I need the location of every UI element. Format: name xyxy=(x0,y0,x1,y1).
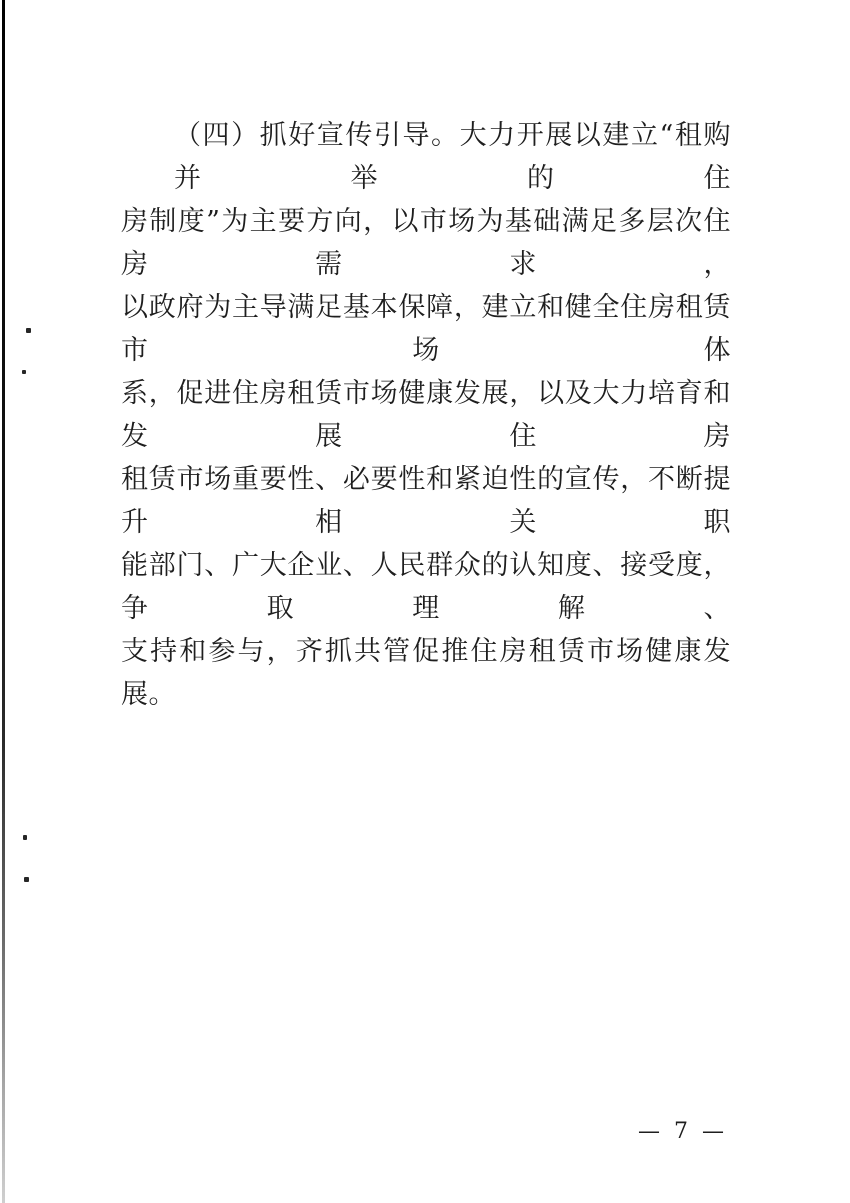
paragraph-line: （四）抓好宣传引导。大力开展以建立“租购并举的住 xyxy=(174,120,731,194)
paragraph-line: 支持和参与，齐抓共管促推住房租赁市场健康发展。 xyxy=(121,636,731,710)
paragraph-line: 房制度”为主要方向，以市场为基础满足多层次住房需求， xyxy=(121,206,731,280)
paragraph-line: 租赁市场重要性、必要性和紧迫性的宣传，不断提升相关职 xyxy=(121,464,731,538)
paragraph-line: 能部门、广大企业、人民群众的认知度、接受度，争取理解、 xyxy=(121,550,731,624)
scan-speck xyxy=(23,835,27,840)
scan-speck xyxy=(22,370,26,374)
scan-speck xyxy=(26,328,31,333)
left-scan-edge-line xyxy=(2,0,5,1203)
paragraph-line: 以政府为主导满足基本保障，建立和健全住房租赁市场体 xyxy=(121,292,731,366)
document-paragraph xyxy=(121,114,731,716)
scan-speck xyxy=(24,877,29,882)
paragraph-line: 系，促进住房租赁市场健康发展，以及大力培育和发展住房 xyxy=(121,378,731,452)
page-number: — 7 — xyxy=(638,1119,725,1144)
